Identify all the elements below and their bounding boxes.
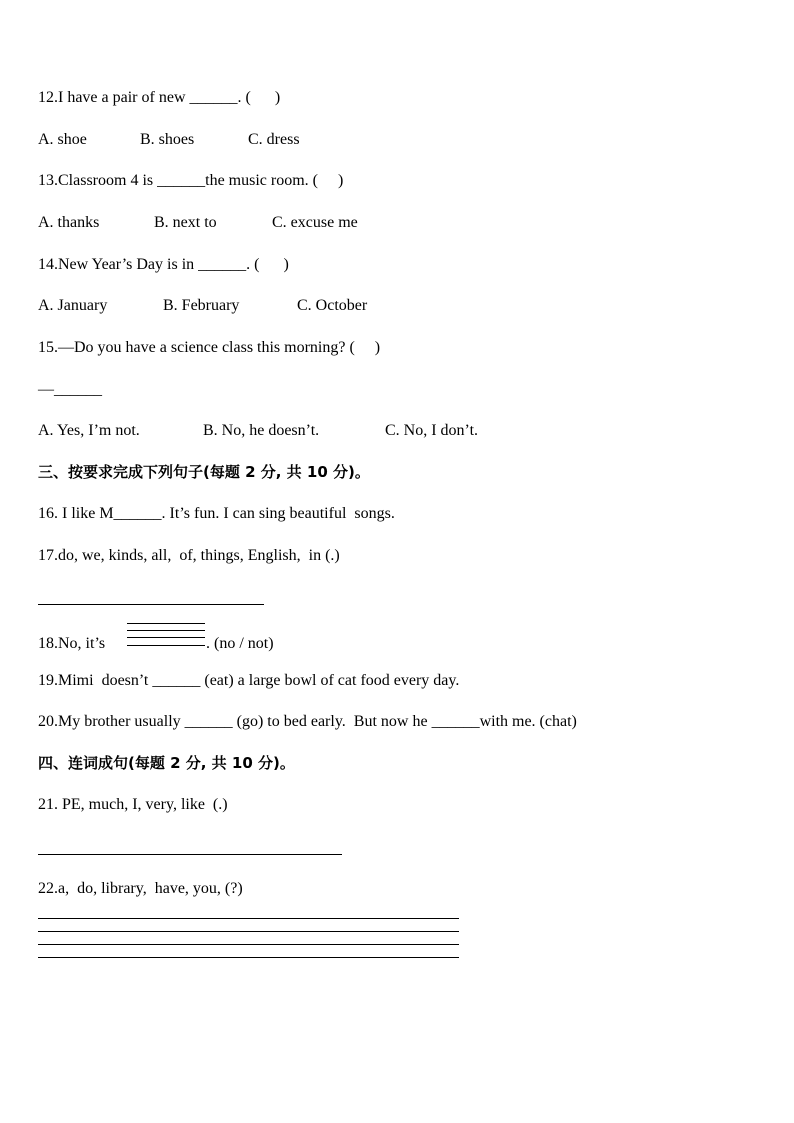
question-22-line-2 [38, 931, 459, 932]
question-14-option-b: B. February [163, 297, 240, 314]
question-13-option-a: A. thanks [38, 214, 100, 231]
question-15-stem: 15.—Do you have a science class this morning? ( ) [38, 339, 381, 356]
question-14-stem: 14.New Year’s Day is in ______. ( ) [38, 256, 289, 273]
question-20: 20.My brother usually ______ (go) to bed early. But now he ______with me. (chat) [38, 713, 577, 730]
question-14-option-a: A. January [38, 297, 108, 314]
question-16: 16. I like M______. It’s fun. I can sing beautiful songs. [38, 505, 395, 522]
question-15-option-a: A. Yes, I’m not. [38, 422, 140, 439]
question-22-line-4 [38, 957, 459, 958]
question-15-option-b: B. No, he doesn’t. [203, 422, 320, 439]
question-22-line-1 [38, 918, 459, 919]
question-17: 17.do, we, kinds, all, of, things, English, in (.) [38, 547, 340, 564]
question-21-answer-line [38, 854, 342, 855]
section-4-heading: 四、连词成句(每题 2 分, 共 10 分)。 [38, 754, 295, 772]
question-22-line-3 [38, 944, 459, 945]
question-21: 21. PE, much, I, very, like (.) [38, 796, 228, 813]
question-19: 19.Mimi doesn’t ______ (eat) a large bowl of cat food every day. [38, 672, 460, 689]
question-18-line-1 [127, 623, 205, 624]
section-3-heading: 三、按要求完成下列句子(每题 2 分, 共 10 分)。 [38, 463, 370, 481]
question-15-option-c: C. No, I don’t. [385, 422, 479, 439]
question-18-line-3 [127, 637, 205, 638]
question-12-stem: 12.I have a pair of new ______. ( ) [38, 89, 281, 106]
question-14-option-c: C. October [297, 297, 368, 314]
question-13-option-b: B. next to [154, 214, 217, 231]
question-12-option-a: A. shoe [38, 131, 87, 148]
question-18-prefix: 18.No, it’s [38, 635, 106, 652]
question-18-line-2 [127, 630, 205, 631]
question-15-reply-blank: —______ [38, 381, 102, 398]
question-18-suffix: . (no / not) [206, 635, 274, 652]
question-12-option-b: B. shoes [140, 131, 195, 148]
question-17-answer-line [38, 604, 264, 605]
question-12-option-c: C. dress [248, 131, 300, 148]
question-18-line-4 [127, 645, 205, 646]
question-13-stem: 13.Classroom 4 is ______the music room. ( ) [38, 172, 344, 189]
question-22: 22.a, do, library, have, you, (?) [38, 880, 243, 897]
question-13-option-c: C. excuse me [272, 214, 358, 231]
